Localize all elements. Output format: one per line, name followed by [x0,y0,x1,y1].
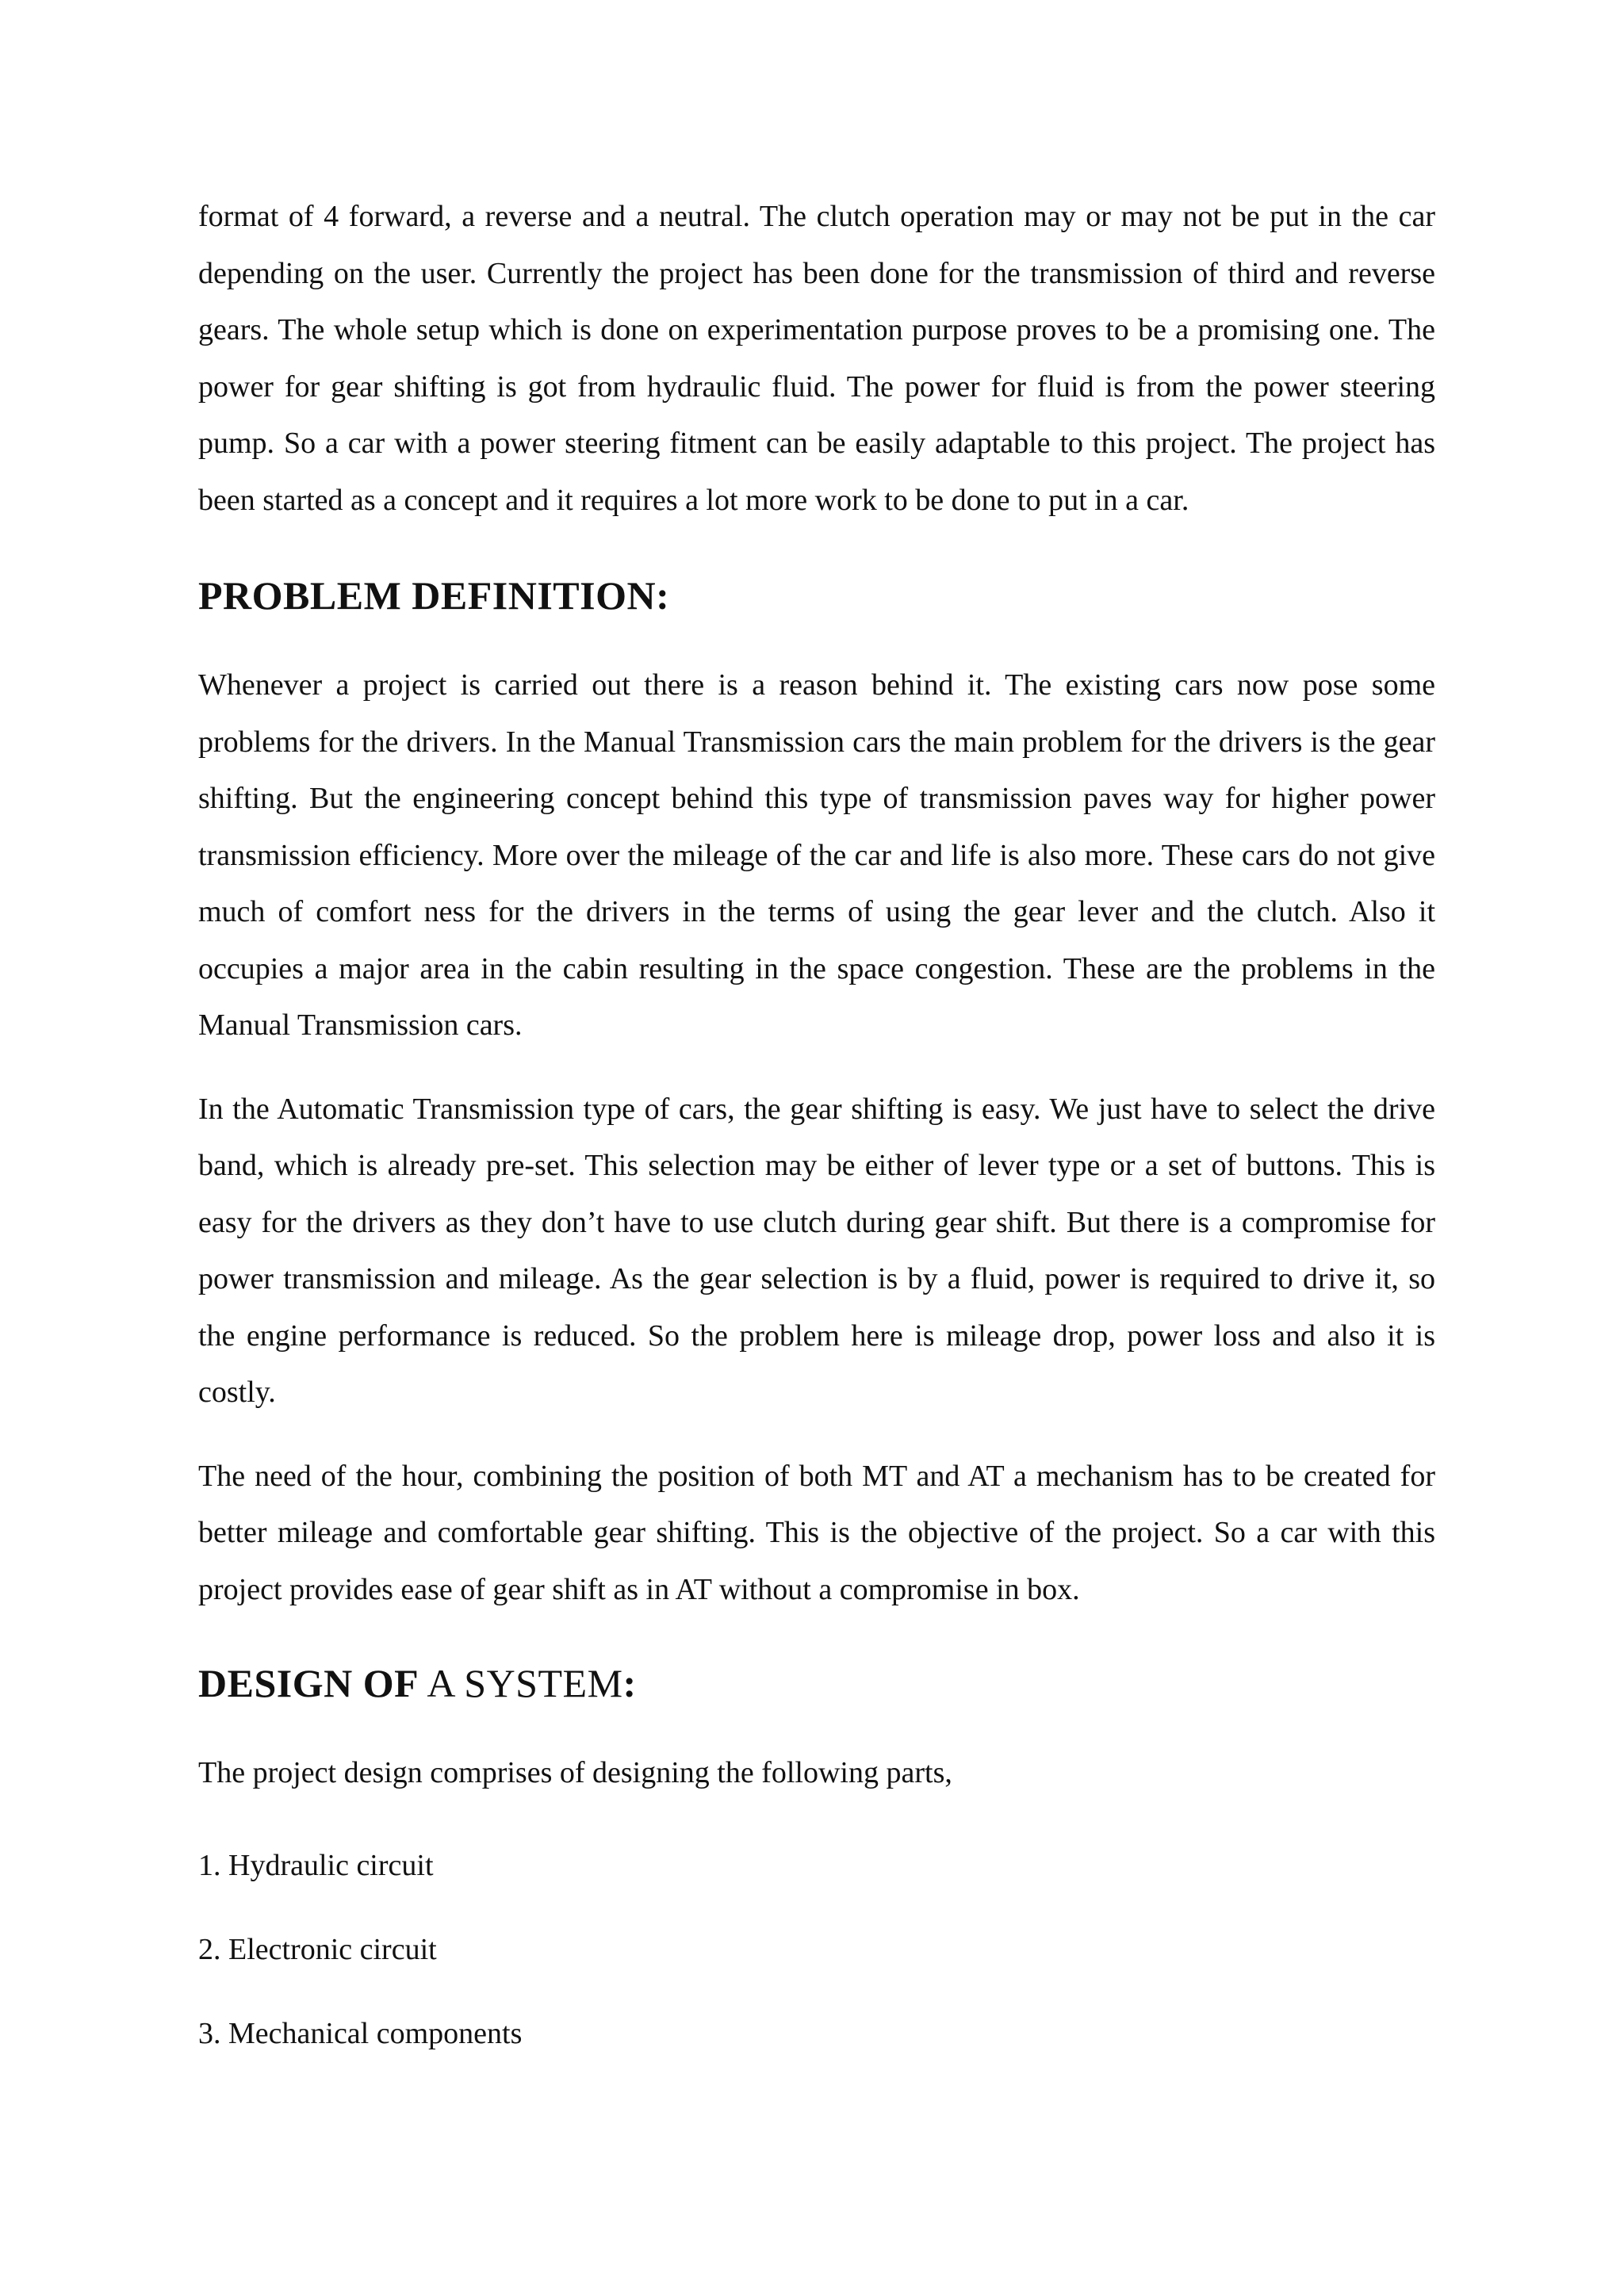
list-item-mechanical-components: 3. Mechanical components [198,2016,523,2050]
design-heading-colon: : [622,1661,637,1705]
problem-paragraph-manual-transmission: Whenever a project is carried out there is a reason behind it. The existing cars now pose some problems for the drivers. In the Manual Transmission cars the main problem for the drivers is the gear shifting. But the engineering concept behind this type of transmission paves way for higher power transmission efficiency. More over the mileage of the car and life is also more. These cars do not give much of comfort ness for the drivers in the terms of using the gear lever and the clutch. Also it occupies a major area in the cabin resulting in the space congestion. These are the problems in the Manual Transmission cars. [198,668,1435,1042]
problem-paragraph-automatic-transmission: In the Automatic Transmission type of cars, the gear shifting is easy. We just have to select the drive band, which is already pre-set. This selection may be either of lever type or a set of buttons. This is easy for the drivers as they don’t have to use clutch during gear shift. But there is a compromise for power transmission and mileage. As the gear selection is by a fluid, power is required to drive it, so the engine performance is reduced. So the problem here is mileage drop, power loss and also it is costly. [198,1092,1435,1409]
intro-paragraph: format of 4 forward, a reverse and a neutral. The clutch operation may or may not be put in the car depending on the user. Currently the project has been done for the transmission of third and reverse gears. The whole setup which is done on experimentation purpose proves to be a promising one. The power for gear shifting is got from hydraulic fluid. The power for fluid is from the power steering pump. So a car with a power steering fitment can be easily adaptable to this project. The project has been started as a concept and it requires a lot more work to be done to put in a car. [198,200,1435,517]
problem-paragraph-objective: The need of the hour, combining the position of both MT and AT a mechanism has to be created for better mileage and comfortable gear shifting. This is the objective of the project. So a car with this project provides ease of gear shift as in AT without a compromise in box. [198,1459,1435,1606]
problem-definition-heading: PROBLEM DEFINITION: [198,573,670,618]
design-intro-paragraph: The project design comprises of designing the following parts, [198,1756,952,1789]
list-item-electronic-circuit: 2. Electronic circuit [198,1932,437,1966]
list-item-hydraulic-circuit: 1. Hydraulic circuit [198,1848,434,1882]
design-heading-bold-part: DESIGN OF [198,1661,419,1705]
design-of-system-heading [198,1659,1435,1707]
document-page [198,189,1435,2053]
design-heading-normal-part: A SYSTEM [419,1661,623,1705]
